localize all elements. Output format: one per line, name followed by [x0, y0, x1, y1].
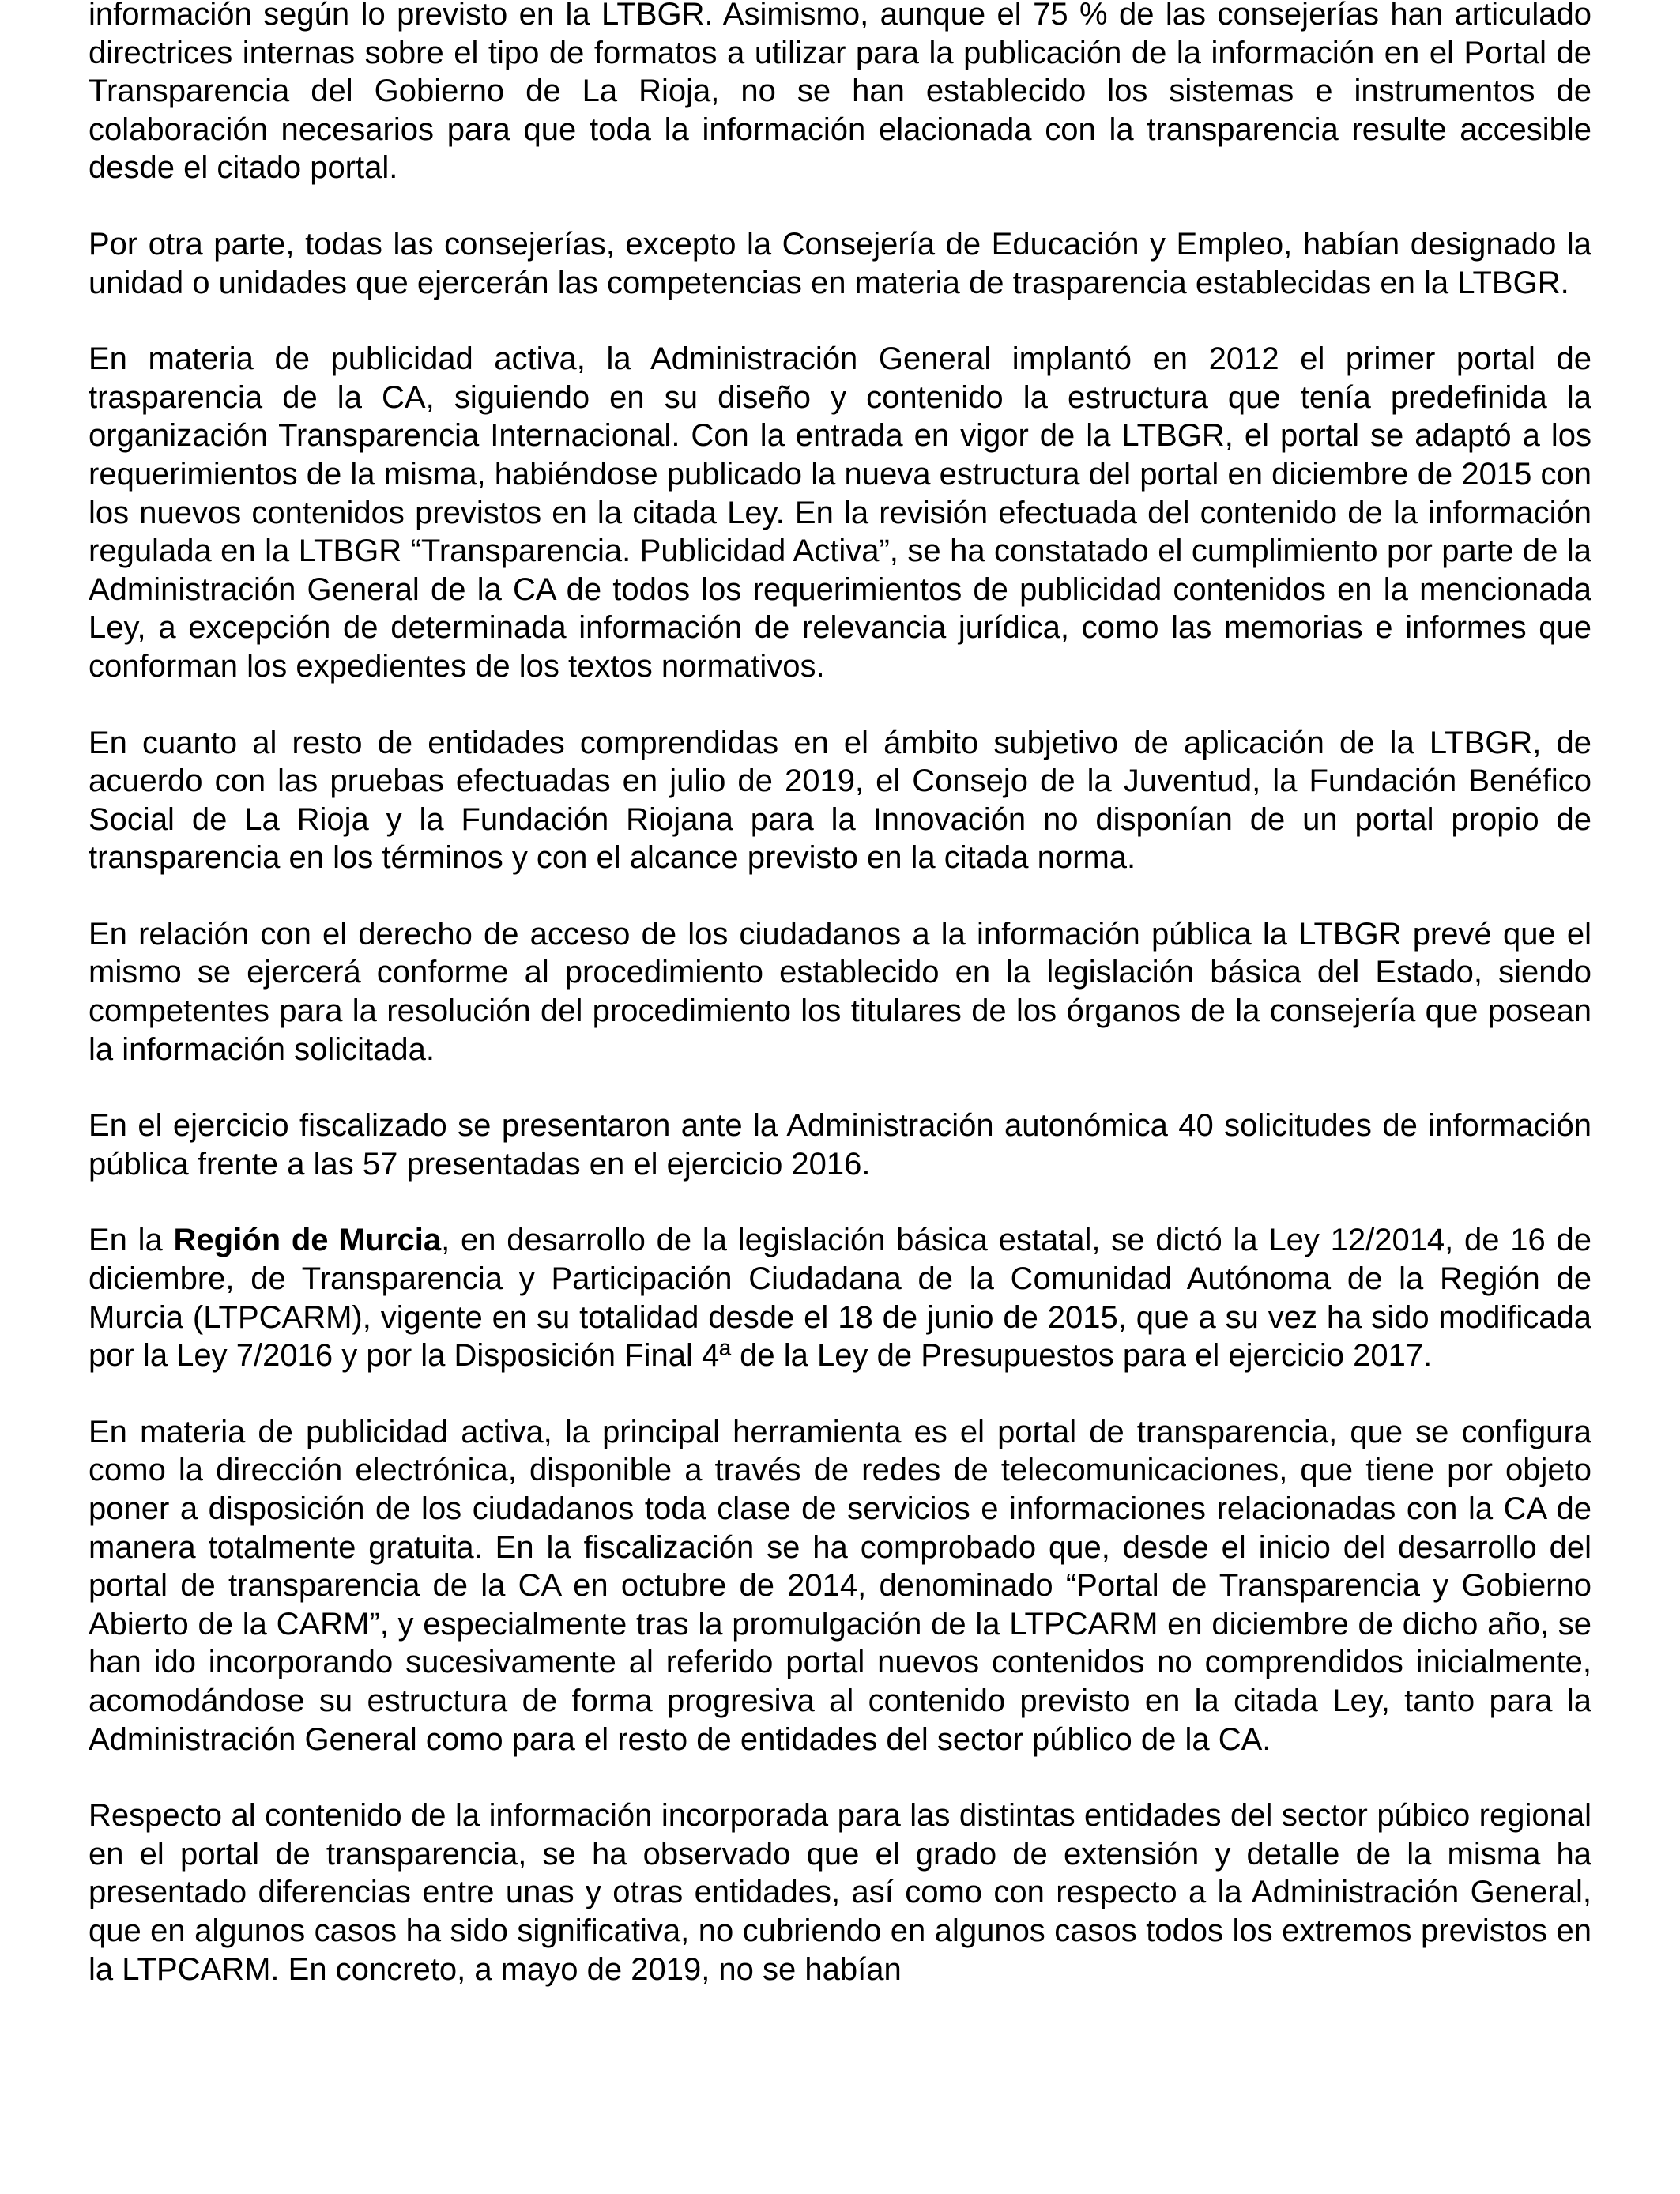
paragraph-3: En materia de publicidad activa, la Administración General implantó en 2012 el primer portal de trasparencia de la CA, siguiendo en su diseño y contenido la estructura que tenía predefinida la organización Transparencia Internacional. Con la entrada en vigor de la LTBGR, el portal se adaptó a los requerimientos de la misma, habiéndose publicado la nueva estructura del portal en diciembre de 2015 con los nuevos contenidos previstos en la citada Ley. En la revisión efectuada del contenido de la información regulada en la LTBGR “Transparencia. Publicidad Activa”, se ha constatado el cumplimiento por parte de la Administración General de la CA de todos los requerimientos de publicidad contenidos en la mencionada Ley, a excepción de determinada información de relevancia jurídica, como las memorias e informes que conforman los expedientes de los textos normativos. [89, 341, 1591, 684]
paragraph-6: En el ejercicio fiscalizado se presentaron ante la Administración autonómica 40 solicitudes de información pública frente a las 57 presentadas en el ejercicio 2016. [89, 1108, 1591, 1182]
paragraph-5: En relación con el derecho de acceso de los ciudadanos a la información pública la LTBGR prevé que el mismo se ejercerá conforme al procedimiento establecido en la legislación básica del Estado, siendo competentes para la resolución del procedimiento los titulares de los órganos de la consejería que posean la información solicitada. [89, 916, 1591, 1067]
paragraph-1: información según lo previsto en la LTBGR. Asimismo, aunque el 75 % de las consejerías han articulado directrices internas sobre el tipo de formatos a utilizar para la publicación de la información en el Portal de Transparencia del Gobierno de La Rioja, no se han establecido los sistemas e instrumentos de colaboración necesarios para que toda la información elacionada con la transparencia resulte accesible desde el citado portal. [89, 0, 1591, 186]
paragraph-8: En materia de publicidad activa, la principal herramienta es el portal de transparencia, que se configura como la dirección electrónica, disponible a través de redes de telecomunicaciones, que tiene por objeto poner a disposición de los ciudadanos toda clase de servicios e informaciones relacionadas con la CA de manera totalmente gratuita. En la fiscalización se ha comprobado que, desde el inicio del desarrollo del portal de transparencia de la CA en octubre de 2014, denominado “Portal de Transparencia y Gobierno Abierto de la CARM”, y especialmente tras la promulgación de la LTPCARM en diciembre de dicho año, se han ido incorporando sucesivamente al referido portal nuevos contenidos no comprendidos inicialmente, acomodándose su estructura de forma progresiva al contenido previsto en la citada Ley, tanto para la Administración General como para el resto de entidades del sector público de la CA. [89, 1414, 1591, 1757]
paragraph-7-rest: , en desarrollo de la legislación básica estatal, se dictó la Ley 12/2014, de 16 de diciembre, de Transparencia y Participación Ciudadana de la Comunidad Autónoma de la Región de Murcia (LTPCARM), vigente en su totalidad desde el 18 de junio de 2015, que a su vez ha sido modificada por la Ley 7/2016 y por la Disposición Final 4ª de la Ley de Presupuestos para el ejercicio 2017. [89, 1223, 1591, 1374]
paragraph-4: En cuanto al resto de entidades comprendidas en el ámbito subjetivo de aplicación de la LTBGR, de acuerdo con las pruebas efectuadas en julio de 2019, el Consejo de la Juventud, la Fundación Benéfico Social de La Rioja y la Fundación Riojana para la Innovación no disponían de un portal propio de transparencia en los términos y con el alcance previsto en la citada norma. [89, 725, 1591, 876]
paragraph-7-lead: En la [89, 1223, 174, 1258]
body-text [89, 0, 1591, 2026]
paragraph-9: Respecto al contenido de la información incorporada para las distintas entidades del sector púbico regional en el portal de transparencia, se ha observado que el grado de extensión y detalle de la misma ha presentado diferencias entre unas y otras entidades, así como con respecto a la Administración General, que en algunos casos ha sido significativa, no cubriendo en algunos casos todos los extremos previstos en la LTPCARM. En concreto, a mayo de 2019, no se habían [89, 1798, 1591, 1987]
paragraph-2: Por otra parte, todas las consejerías, excepto la Consejería de Educación y Empleo, habían designado la unidad o unidades que ejercerán las competencias en materia de trasparencia establecidas en la LTBGR. [89, 226, 1591, 300]
region-murcia-heading: Región de Murcia [173, 1223, 442, 1258]
paragraph-7 [89, 1221, 1591, 1374]
